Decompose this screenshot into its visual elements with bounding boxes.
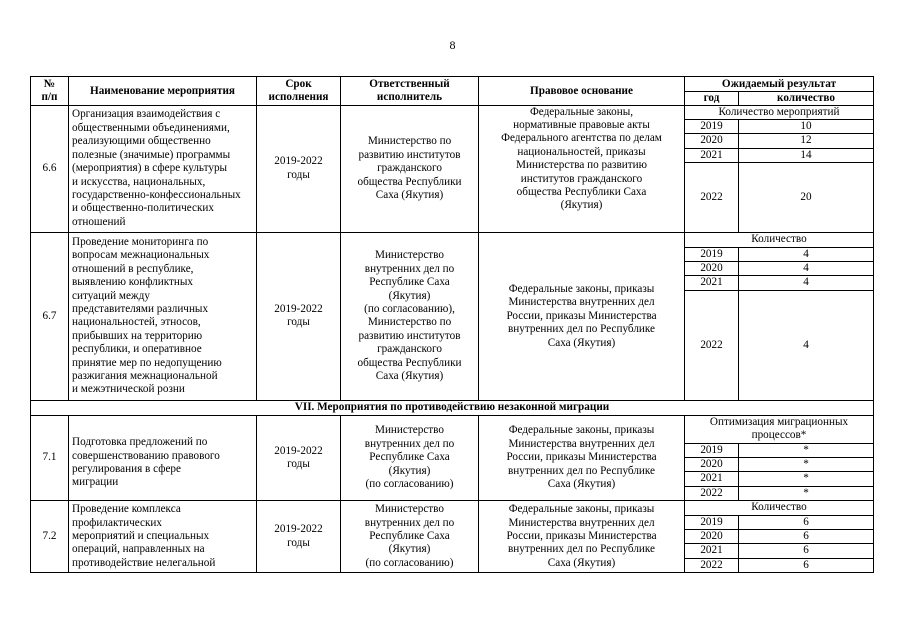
row-term: 2019-2022 годы — [257, 415, 341, 500]
row-responsible: Министерство внутренних дел по Республике Саха (Якутия) (по согласованию) — [341, 501, 479, 573]
row-name: Подготовка предложений по совершенствованию правового регулирования в сфере миграции — [69, 415, 257, 500]
result-year: 2021 — [685, 148, 739, 162]
row-legal: Федеральные законы, приказы Министерства внутренних дел России, приказы Министерства внутренних дел по Республике Саха (Якутия) — [479, 415, 685, 500]
result-label: Оптимизация миграционных процессов* — [685, 415, 874, 443]
table-row — [31, 233, 874, 247]
result-year: 2020 — [685, 134, 739, 148]
result-year: 2019 — [685, 247, 739, 261]
row-responsible: Министерство внутренних дел по Республике Саха (Якутия) (по согласованию) — [341, 415, 479, 500]
result-label: Количество — [685, 233, 874, 247]
result-year: 2019 — [685, 515, 739, 529]
header-responsible: Ответственный исполнитель — [341, 77, 479, 106]
row-responsible: Министерство внутренних дел по Республике Саха (Якутия) (по согласованию), Министерство по развитию институтов гражданского общества Республики Саха (Якутия) — [341, 233, 479, 401]
result-value: 20 — [739, 163, 874, 233]
row-num: 7.2 — [31, 501, 69, 573]
result-value: * — [739, 443, 874, 457]
result-label: Количество мероприятий — [685, 105, 874, 119]
header-term: Срок исполнения — [257, 77, 341, 106]
result-year: 2020 — [685, 530, 739, 544]
table-row — [31, 415, 874, 443]
header-legal: Правовое основание — [479, 77, 685, 106]
row-responsible: Министерство по развитию институтов гражданского общества Республики Саха (Якутия) — [341, 105, 479, 233]
row-legal: Федеральные законы, приказы Министерства внутренних дел России, приказы Министерства внутренних дел по Республике Саха (Якутия) — [479, 233, 685, 401]
header-year: год — [685, 92, 739, 106]
result-year: 2021 — [685, 544, 739, 558]
header-expected: Ожидаемый результат — [685, 77, 874, 92]
table-row — [31, 501, 874, 515]
row-name: Проведение комплекса профилактических мероприятий и специальных операций, направленных на противодействие нелегальной — [69, 501, 257, 573]
section-heading: VII. Мероприятия по противодействию незаконной миграции — [31, 400, 874, 415]
result-value: 4 — [739, 247, 874, 261]
row-legal: Федеральные законы, нормативные правовые акты Федерального агентства по делам национальностей, приказы Министерства по развитию институтов гражданского общества Республики Саха (Якутия) — [479, 105, 685, 233]
result-value: 6 — [739, 515, 874, 529]
row-name: Проведение мониторинга по вопросам межнациональных отношений в республике, выявлению конфликтных ситуаций между представителями различных национальностей, этносов, прибывших на территорию республики, и оперативное принятие мер по недопущению разжигания межнациональной и межэтнической розни — [69, 233, 257, 401]
measures-table — [30, 76, 874, 573]
row-name: Организация взаимодействия с общественными объединениями, реализующими общественно полезные (значимые) программы (мероприятия) в сфере культуры и искусства, национальных, государственно-конфессиональных и общественно-политических отношений — [69, 105, 257, 233]
result-year: 2021 — [685, 276, 739, 290]
result-year: 2022 — [685, 290, 739, 400]
header-num: № п/п — [31, 77, 69, 106]
result-year: 2019 — [685, 443, 739, 457]
row-legal: Федеральные законы, приказы Министерства внутренних дел России, приказы Министерства внутренних дел по Республике Саха (Якутия) — [479, 501, 685, 573]
table-row — [31, 105, 874, 119]
result-value: * — [739, 457, 874, 471]
result-value: 14 — [739, 148, 874, 162]
result-value: 4 — [739, 276, 874, 290]
result-year: 2019 — [685, 119, 739, 133]
page-number: 8 — [449, 38, 456, 52]
result-label: Количество — [685, 501, 874, 515]
result-year: 2022 — [685, 486, 739, 500]
row-term: 2019-2022 годы — [257, 105, 341, 233]
row-term: 2019-2022 годы — [257, 233, 341, 401]
result-year: 2020 — [685, 261, 739, 275]
result-value: 6 — [739, 544, 874, 558]
header-quantity: количество — [739, 92, 874, 106]
row-num: 6.6 — [31, 105, 69, 233]
result-value: 6 — [739, 558, 874, 572]
row-term: 2019-2022 годы — [257, 501, 341, 573]
result-value: 4 — [739, 261, 874, 275]
result-value: 12 — [739, 134, 874, 148]
result-year: 2022 — [685, 163, 739, 233]
result-value: * — [739, 486, 874, 500]
result-year: 2020 — [685, 457, 739, 471]
result-value: * — [739, 472, 874, 486]
result-value: 6 — [739, 530, 874, 544]
result-value: 4 — [739, 290, 874, 400]
header-name: Наименование мероприятия — [69, 77, 257, 106]
row-num: 6.7 — [31, 233, 69, 401]
row-num: 7.1 — [31, 415, 69, 500]
result-value: 10 — [739, 119, 874, 133]
result-year: 2021 — [685, 472, 739, 486]
result-year: 2022 — [685, 558, 739, 572]
